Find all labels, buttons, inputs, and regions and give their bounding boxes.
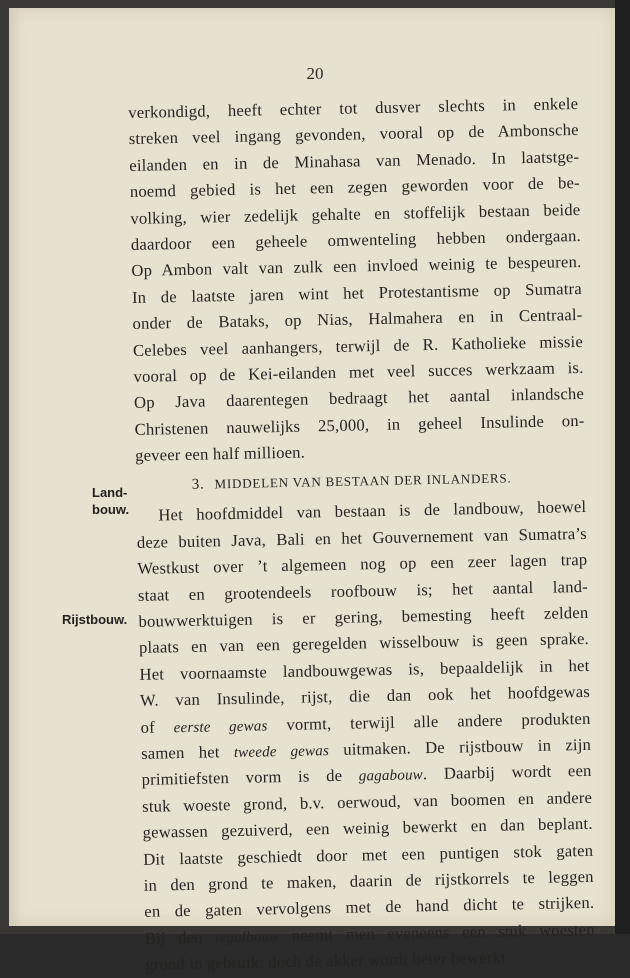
body-text bbox=[128, 91, 596, 978]
text-run: vormt, terwijl alle andere produkten bbox=[267, 708, 591, 734]
text-line: verkondigd, heeft echter tot dusver slechts in enkele bbox=[128, 93, 579, 122]
text-line: W. van Insulinde, rijst, die dan ook het hoofdgewas bbox=[139, 682, 591, 711]
italic-term: tweede gewas bbox=[233, 743, 330, 761]
text-line: Het hoofdmiddel van bestaan is de landbouw, hoewel bbox=[158, 497, 587, 525]
text-line: deze buiten Java, Bali en het Gouvernement van Sumatra’s bbox=[136, 523, 587, 552]
text-line: In de laatste jaren wint het Protestantisme op Sumatra bbox=[131, 278, 583, 307]
margin-note-rijstbouw: Rijstbouw. bbox=[62, 612, 128, 627]
text-run: Bij den bbox=[144, 927, 216, 948]
text-line: grond in gebruik; doch de akker wordt beter bewerkt bbox=[145, 947, 506, 974]
text-line: Op Ambon valt van zulk een invloed weinig te bespeuren. bbox=[131, 252, 582, 281]
text-line: volking, wier zedelijk gehalte en stoffelijk bestaan beide bbox=[130, 199, 581, 228]
text-line: gewassen gezuiverd, een weinig bewerkt en dan beplant. bbox=[142, 813, 593, 843]
text-line: stuk woeste grond, b.v. oerwoud, van boomen en andere bbox=[141, 787, 593, 816]
text-line: eilanden en in de Minahasa van Menado. In laatstge- bbox=[129, 146, 580, 175]
text-line: geveer een half millioen. bbox=[134, 442, 306, 466]
text-line: en de gaten vervolgens met de hand dicht te strijken. bbox=[144, 893, 595, 922]
text-line: vooral op de Kei-eilanden met veel succes werkzaam is. bbox=[133, 357, 584, 386]
text-line: plaats en van een geregelden wisselbouw is geen sprake. bbox=[138, 629, 590, 658]
section-number: 3. bbox=[191, 477, 205, 494]
italic-term: tegalbouw bbox=[214, 928, 280, 947]
text-line: Westkust over ’t algemeen nog op een zeer lagen trap bbox=[137, 550, 588, 579]
text-line: Celebes veel aanhangers, terwijl de R. Katholieke missie bbox=[132, 331, 584, 360]
margin-note-line: Land- bbox=[92, 485, 128, 500]
text-line: Christenen nauwelijks 25,000, in geheel Insulinde on- bbox=[134, 410, 585, 439]
text-line: Op Java daarentegen bedraagt het aantal inlandsche bbox=[133, 384, 585, 413]
text-line: Dit laatste geschiedt door met een puntigen stok gaten bbox=[143, 840, 594, 869]
text-line: in den grond te maken, daarin de rijstkorrels te leggen bbox=[143, 866, 594, 895]
text-line: staat en grootendeels roofbouw is; het aantal land- bbox=[137, 576, 589, 605]
italic-term: eerste gewas bbox=[173, 717, 268, 736]
margin-note-landbouw bbox=[92, 484, 130, 518]
text-line: onder de Bataks, op Nias, Halmahera en in Centraal- bbox=[132, 305, 583, 334]
margin-note-line: bouw. bbox=[92, 502, 130, 517]
page-number: 20 bbox=[306, 64, 324, 83]
section-title: MIDDELEN VAN BESTAAN DER INLANDERS. bbox=[214, 470, 512, 492]
text-run: . Daarbij wordt een bbox=[422, 761, 592, 784]
italic-term: gagabouw bbox=[358, 767, 424, 785]
paragraph-1 bbox=[128, 91, 585, 469]
paragraph-2 bbox=[136, 494, 595, 978]
text-line: bouwwerktuigen is er gering, bemesting heeft zelden bbox=[138, 602, 589, 631]
text-line: daardoor een geheele omwenteling hebben ondergaan. bbox=[130, 225, 581, 254]
text-run: uitmaken. De rijstbouw in zijn bbox=[328, 734, 592, 760]
page-gutter-shadow bbox=[9, 8, 21, 926]
text-run: primitiefsten vorm is de bbox=[141, 765, 359, 790]
scan-edge bbox=[615, 0, 630, 934]
text-run: samen het bbox=[140, 741, 235, 763]
text-line: streken veel ingang gevonden, vooral op de Ambonsche bbox=[128, 120, 579, 149]
text-line: Het voornaamste landbouwgewas is, bepaaldelijk in het bbox=[139, 655, 590, 684]
text-line: noemd gebied is het een zegen geworden voor de be- bbox=[129, 173, 580, 202]
text-run: neemt men eveneens een stuk woesten bbox=[279, 919, 595, 945]
text-run: of bbox=[140, 716, 174, 737]
